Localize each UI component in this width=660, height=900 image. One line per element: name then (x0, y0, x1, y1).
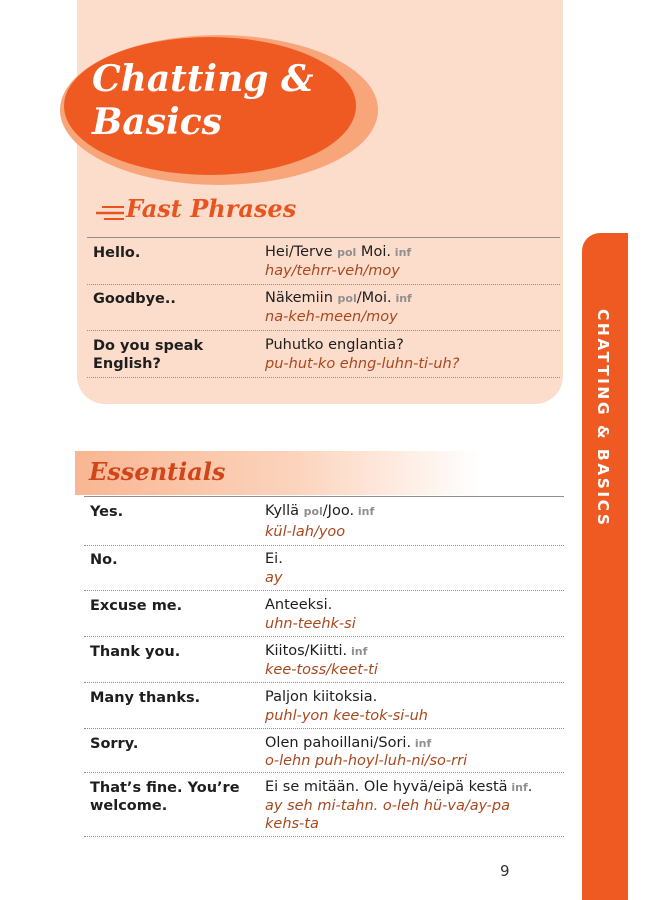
register-tag: inf (507, 781, 528, 794)
phrase-row (84, 773, 564, 837)
phrase-row (84, 683, 564, 729)
pronunciation: kee-toss/keet-ti (265, 662, 378, 678)
fast-phrases-title: Fast Phrases (126, 194, 297, 223)
finnish-phrase: Kiitos/Kiitti. inf (265, 643, 368, 659)
phrase-row (84, 545, 564, 591)
pronunciation: hay/tehrr-veh/moy (265, 263, 400, 279)
register-tag: pol (303, 505, 323, 518)
chapter-title: Chatting & Basics (92, 58, 314, 143)
finnish-phrase: Paljon kiitoksia. (265, 689, 378, 705)
chapter-side-tab-label: CHATTING & BASICS (594, 309, 612, 528)
pronunciation: na-keh-meen/moy (265, 309, 398, 325)
phrase-row (84, 637, 564, 683)
english-phrase: Thank you. (90, 644, 181, 660)
register-tag: inf (354, 505, 375, 518)
finnish-phrase: Anteeksi. (265, 597, 333, 613)
register-tag: inf (391, 292, 412, 305)
phrase-row (84, 496, 564, 546)
register-tag: pol (337, 292, 357, 305)
pronunciation: ay seh mi-tahn. o-leh hü-va/ay-pa kehs-ta (265, 798, 510, 832)
phrase-row (87, 331, 560, 378)
pronunciation: o-lehn puh-hoyl-luh-ni/so-rri (265, 753, 468, 769)
finnish-phrase: Olen pahoillani/Sori. inf (265, 735, 432, 751)
english-phrase: Goodbye.. (93, 291, 176, 307)
phrase-row (84, 729, 564, 773)
register-tag: inf (347, 645, 368, 658)
english-phrase: No. (90, 552, 118, 568)
english-phrase: Hello. (93, 245, 141, 261)
pronunciation: ay (265, 570, 283, 586)
essentials-title: Essentials (89, 457, 226, 486)
phrase-row (87, 284, 560, 331)
phrase-row (87, 237, 560, 285)
pronunciation: pu-hut-ko ehng-luhn-ti-uh? (265, 356, 460, 372)
register-tag: inf (411, 737, 432, 750)
speed-lines-icon (94, 203, 124, 223)
pronunciation: uhn-teehk-si (265, 616, 356, 632)
english-phrase: That’s fine. You’re welcome. (90, 780, 240, 814)
page-number: 9 (500, 862, 510, 880)
finnish-phrase: Ei se mitään. Ole hyvä/eipä kestä inf. (265, 779, 533, 795)
pronunciation: puhl-yon kee-tok-si-uh (265, 708, 428, 724)
pronunciation: kül-lah/yoo (265, 524, 346, 540)
english-phrase: Do you speak English? (93, 338, 204, 372)
finnish-phrase: Puhutko englantia? (265, 337, 404, 353)
english-phrase: Yes. (90, 504, 124, 520)
english-phrase: Many thanks. (90, 690, 201, 706)
register-tag: pol (337, 246, 357, 259)
english-phrase: Sorry. (90, 736, 139, 752)
finnish-phrase: Ei. (265, 551, 283, 567)
finnish-phrase: Kyllä pol/Joo. inf (265, 503, 375, 519)
register-tag: inf (390, 246, 412, 259)
finnish-phrase: Näkemiin pol/Moi. inf (265, 290, 412, 306)
finnish-phrase: Hei/Terve pol Moi. inf (265, 244, 412, 260)
english-phrase: Excuse me. (90, 598, 183, 614)
phrase-row (84, 591, 564, 637)
